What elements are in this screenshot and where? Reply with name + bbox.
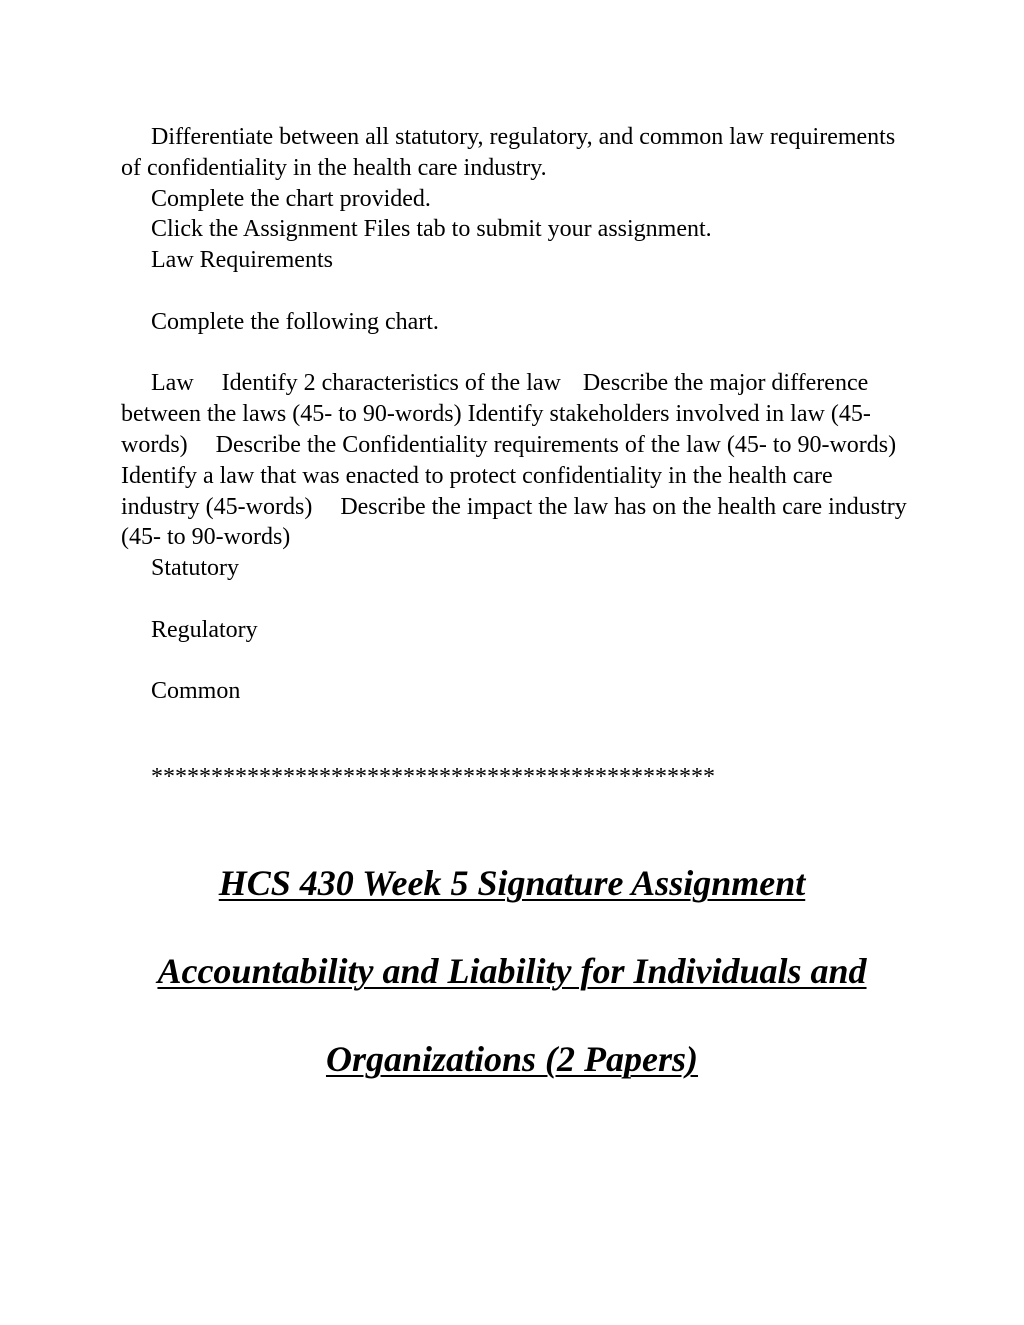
headline-assignment-title: HCS 430 Week 5 Signature Assignment <box>218 863 806 903</box>
blank-line <box>121 276 911 307</box>
chart-header-row <box>121 368 911 553</box>
blank-line <box>121 584 911 615</box>
headline-accountability: Accountability and Liability for Individuals and <box>157 951 867 991</box>
separator-asterisks: *********************************************** <box>151 764 715 790</box>
blank-line <box>121 646 911 677</box>
chart-header-impact: Describe the impact the law has on the health care industry (45- to 90-words) <box>121 493 907 551</box>
chart-header-confidentiality-requirements: Describe the Confidentiality requirements of the law (45- to 90-words) <box>215 431 897 458</box>
chart-header-characteristics: Identify 2 characteristics of the law <box>221 370 561 397</box>
chart-header-law: Law <box>151 370 194 397</box>
chart-header-major-difference: Describe the major difference between the laws (45- to 90-words) <box>121 370 869 428</box>
intro-paragraph-complete-chart: Complete the chart provided. <box>151 185 431 212</box>
headline-organizations: Organizations (2 Papers) <box>325 1039 699 1079</box>
instruction-paragraph: Complete the following chart. <box>151 308 439 335</box>
chart-header-enacted-law: Identify a law that was enacted to protect confidentiality in the health care industry (45-words) <box>121 462 833 520</box>
section-label-law-requirements: Law Requirements <box>151 247 333 274</box>
document-body <box>121 122 911 707</box>
law-row-common: Common <box>151 678 241 705</box>
chart-header-stakeholders: Identify stakeholders involved in law (45-words) <box>121 401 871 458</box>
law-row-statutory: Statutory <box>151 555 239 582</box>
intro-paragraph-submit: Click the Assignment Files tab to submit your assignment. <box>151 216 712 243</box>
law-row-regulatory: Regulatory <box>151 616 258 643</box>
intro-paragraph-differentiate: Differentiate between all statutory, regulatory, and common law requirements of confidentiality in the health care industry. <box>121 124 896 181</box>
blank-line <box>121 338 911 369</box>
